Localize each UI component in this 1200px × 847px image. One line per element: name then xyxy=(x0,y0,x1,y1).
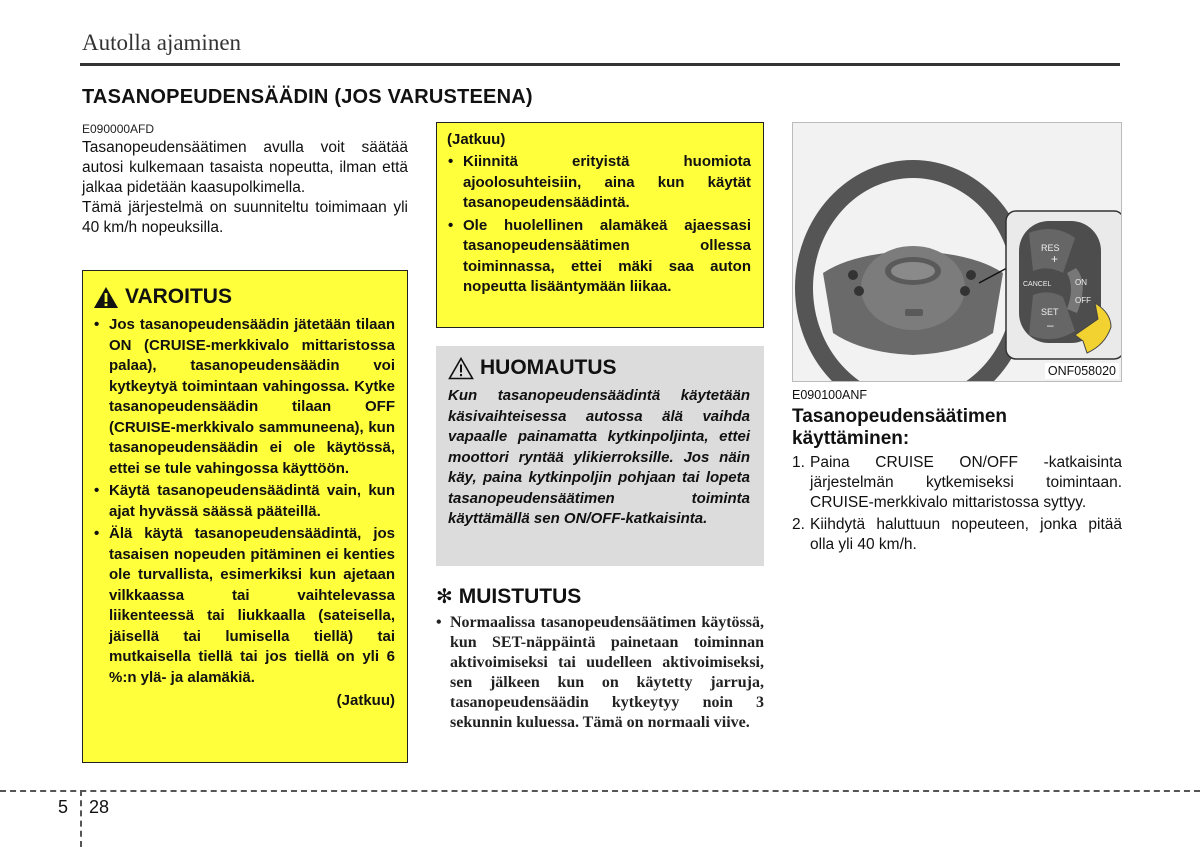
res-label: RES xyxy=(1041,243,1060,253)
steering-wheel-illustration xyxy=(793,123,1122,382)
warning-triangle-icon xyxy=(93,286,119,309)
minus-label: – xyxy=(1047,318,1054,332)
intro-paragraph-2: Tämä järjestelmä on suunniteltu toimimaan yli 40 km/h nopeuksilla. xyxy=(82,199,408,236)
usage-title: Tasanopeudensäätimen käyttäminen: xyxy=(792,406,1008,449)
chapter-number: 5 xyxy=(58,797,69,817)
caution-text: Kun tasanopeudensäädintä käytetään käsivaihteisessa autossa älä vaihda vapaalle painamatta kytkinpoljinta, ettei moottori ryntää ylikierroksille. Jos näin käy, paina kytkinpoljin pohjaan tai lopeta tasanopeudensäätimen toiminta käyttämällä sen ON/OFF-katkaisinta. xyxy=(448,387,750,527)
warning-box xyxy=(82,270,408,763)
set-label: SET xyxy=(1041,307,1059,317)
caution-header xyxy=(448,356,750,380)
warning-item: • Älä käytä tasanopeudensäädintä, jos tasaisen nopeuden pitäminen ei kenties ole turvallista, esimerkiksi kun ajetaan vilkkaassa tai vaihtelevassa liikenteessä tai liukkaalla (sateisella, jäisellä tai lumisella tiellä) tai mutkaisella tiellä tai jos tiellä on yli 6 %:n ylä- ja alamäkiä. xyxy=(93,524,395,688)
usage-step xyxy=(792,453,1122,513)
step-number: 1. xyxy=(792,454,805,471)
footer-rule xyxy=(0,790,1200,792)
memo-section xyxy=(436,584,764,733)
continued-item: • Ole huolellinen alamäkeä ajaessasi tasanopeudensäätimen ollessa toiminnassa, ettei mäki saa auton nopeutta lisääntymään liikaa. xyxy=(447,216,751,298)
on-label: ON xyxy=(1075,278,1087,287)
step-text: Kiihdytä haluttuun nopeuteen, jonka pitää olla yli 40 km/h. xyxy=(810,516,1122,553)
warning-item: • Jos tasanopeudensäädin jätetään tilaan ON (CRUISE-merkkivalo mittaristossa palaa), tasanopeudensäädin voi kytkeytyä toimintaan vahingossa. Kytke tasanopeudensäädin tilaan OFF (CRUISE-merkkivalo sammuneena), kun tasanopeudensäädin ei ole käytössä, ettei se tule vahingossa käyttöön. xyxy=(93,315,395,479)
warning-list xyxy=(93,315,395,688)
caution-triangle-icon xyxy=(448,357,474,380)
intro-code: E090000AFD xyxy=(82,122,155,136)
memo-header xyxy=(436,584,764,609)
continued-warning-box xyxy=(436,122,764,328)
section-title: TASANOPEUDENSÄÄDIN (JOS VARUSTEENA) xyxy=(82,86,533,108)
step-text: Paina CRUISE ON/OFF -katkaisinta järjestelmän kytkemiseksi toimintaan. CRUISE-merkkivalo mittaristossa syttyy. xyxy=(810,454,1122,511)
warning-item: • Käytä tasanopeudensäädintä vain, kun ajat hyvässä säässä pääteillä. xyxy=(93,481,395,522)
cancel-label: CANCEL xyxy=(1023,281,1052,288)
memo-list xyxy=(436,613,764,733)
warning-title: VAROITUS xyxy=(125,285,232,308)
continued-item: • Kiinnitä erityistä huomiota ajoolosuhteisiin, aina kun käytät tasanopeudensäädintä. xyxy=(447,152,751,214)
caution-box xyxy=(436,346,764,566)
off-label: OFF xyxy=(1075,296,1091,305)
continued-label: (Jatkuu) xyxy=(447,131,506,148)
usage-code: E090100ANF xyxy=(792,388,868,402)
warning-continued: (Jatkuu) xyxy=(336,692,395,709)
usage-step xyxy=(792,515,1122,555)
footer-divider xyxy=(80,790,82,847)
caution-title: HUOMAUTUS xyxy=(480,356,617,379)
page-number: 28 xyxy=(89,797,110,817)
plus-label: + xyxy=(1051,252,1059,266)
steering-wheel-figure xyxy=(792,122,1122,382)
asterisk-icon: ✻ xyxy=(436,586,453,608)
step-number: 2. xyxy=(792,516,805,533)
usage-steps xyxy=(792,453,1122,557)
memo-item: • Normaalissa tasanopeudensäätimen käytössä, kun SET-näppäintä painetaan toiminnan aktivoimiseksi tai uudelleen aktivoimiseksi, sen jälkeen kun on käytetty jarruja, tasanopeudensäädin kytkeytyy noin 3 sekunnin kuluessa. Tämä on normaali viive. xyxy=(436,613,764,733)
intro-section xyxy=(82,122,408,238)
intro-paragraph-1: Tasanopeudensäätimen avulla voit säätää autosi kulkemaan tasaista nopeutta, ilman että jalkaa pidetään kaasupolkimella. xyxy=(82,139,408,196)
header-rule xyxy=(80,63,1120,66)
warning-header xyxy=(93,285,395,309)
memo-title: MUISTUTUS xyxy=(458,584,582,608)
continued-list xyxy=(447,152,751,298)
chapter-title: Autolla ajaminen xyxy=(82,30,242,55)
figure-code: ONF058020 xyxy=(1045,363,1119,379)
